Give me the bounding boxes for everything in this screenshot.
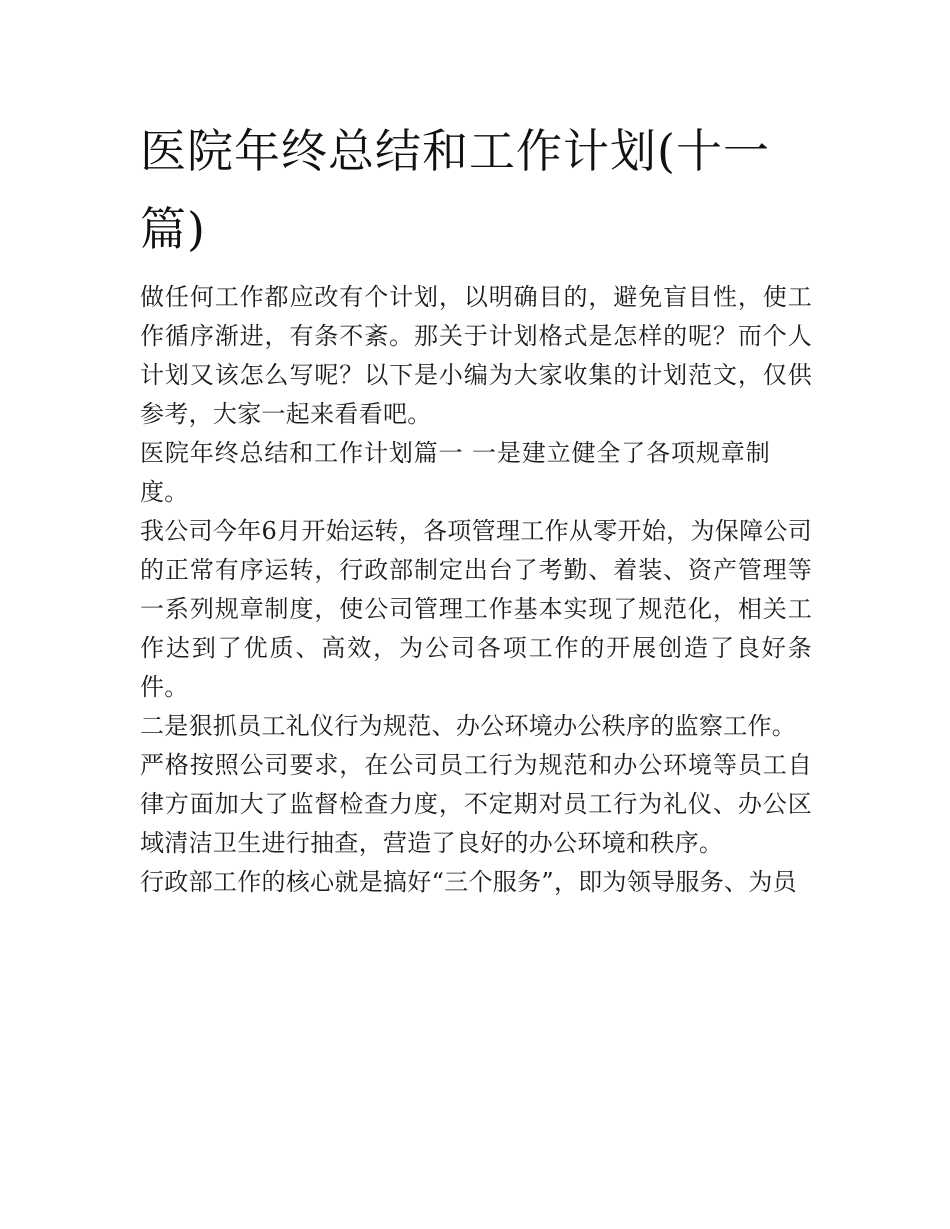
document-body (140, 112, 812, 902)
body-paragraph: 严格按照公司要求，在公司员工行为规范和办公环境等员工自律方面加大了监督检查力度，不定期对员工行为礼仪、办公区域清洁卫生进行抽查，营造了良好的办公环境和秩序。 (140, 751, 812, 857)
document-title: 医院年终总结和工作计划(十一篇) (140, 124, 770, 256)
body-paragraph: 行政部工作的核心就是搞好“三个服务”，即为领导服务、为员 (140, 868, 797, 896)
intro-paragraph: 做任何工作都应改有个计划，以明确目的，避免盲目性，使工作循序渐进，有条不紊。那关于计划格式是怎样的呢？而个人计划又该怎么写呢？以下是小编为大家收集的计划范文，仅供参考，大家一起来看看吧。 (140, 283, 812, 428)
section-heading-paragraph: 医院年终总结和工作计划篇一 一是建立健全了各项规章制度。 (140, 439, 770, 506)
body-paragraph: 我公司今年6月开始运转，各项管理工作从零开始，为保障公司的正常有序运转，行政部制定出台了考勤、着装、资产管理等一系列规章制度，使公司管理工作基本实现了规范化，相关工作达到了优质、高效，为公司各项工作的开展创造了良好条件。 (140, 517, 812, 701)
body-paragraph: 二是狠抓员工礼仪行为规范、办公环境办公秩序的监察工作。 (140, 712, 797, 740)
